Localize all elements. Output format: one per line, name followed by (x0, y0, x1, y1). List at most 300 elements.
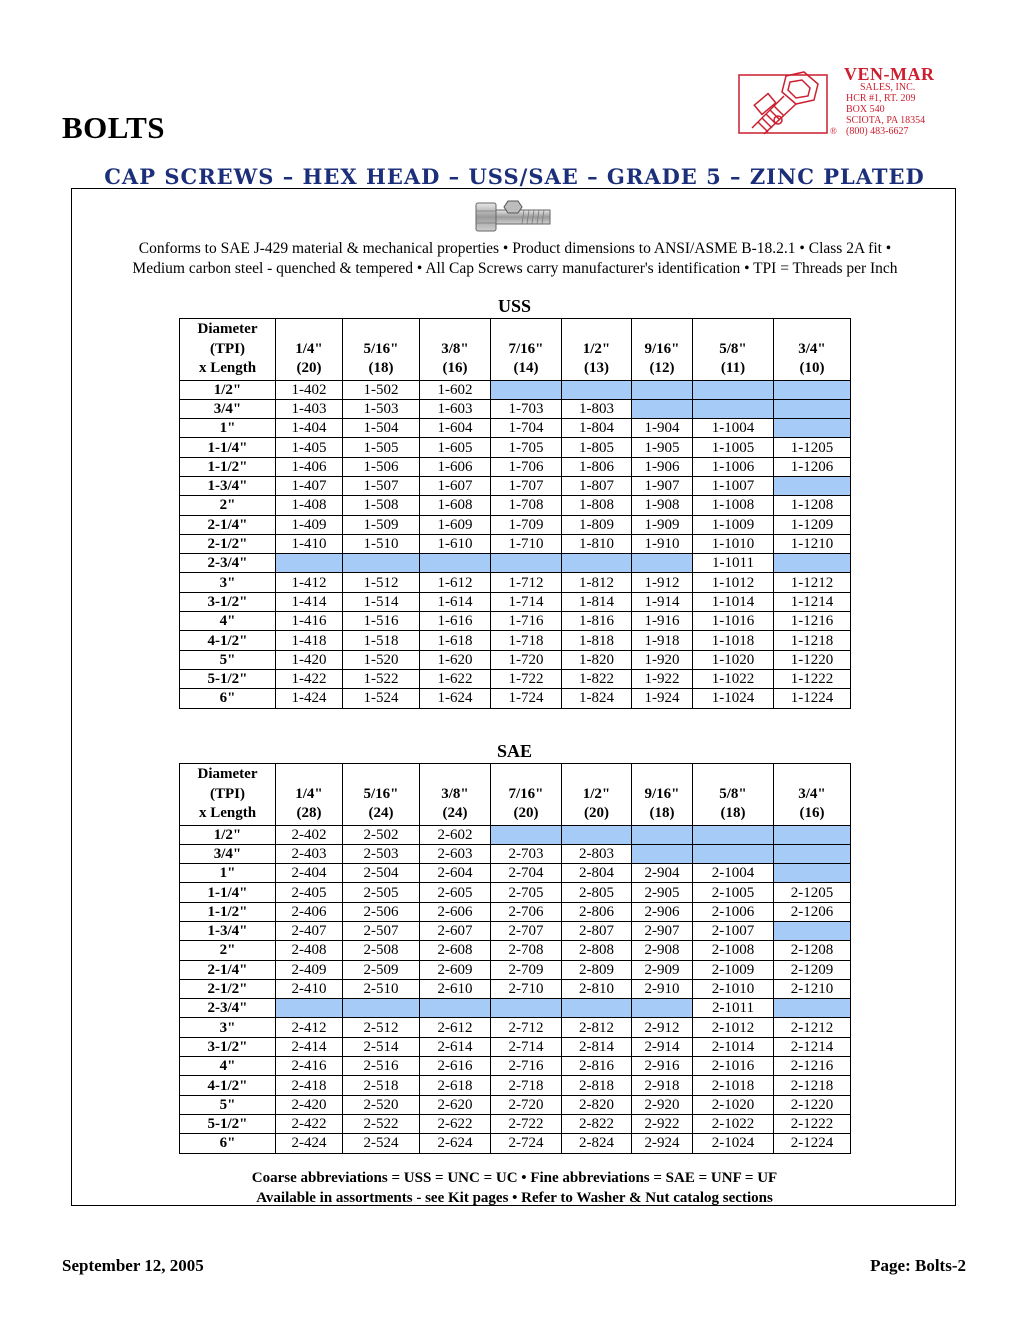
row-length: 4-1/2" (180, 631, 276, 650)
footer-page-number: Page: Bolts-2 (870, 1256, 966, 1275)
part-number-cell: 2-1018 (693, 1076, 774, 1095)
row-length: 1-1/2" (180, 902, 276, 921)
part-number-cell: 1-1016 (693, 612, 774, 631)
part-number-cell: 1-818 (562, 631, 632, 650)
row-length: 1" (180, 864, 276, 883)
part-number-cell: 1-706 (491, 457, 562, 476)
part-number-cell: 1-806 (562, 457, 632, 476)
unavailable-cell (562, 380, 632, 399)
part-number-cell: 2-1220 (774, 1095, 851, 1114)
part-number-cell: 2-714 (491, 1037, 562, 1056)
part-number-cell: 1-812 (562, 573, 632, 592)
row-length: 2-1/4" (180, 960, 276, 979)
part-number-cell: 2-1004 (693, 864, 774, 883)
part-number-cell: 2-1006 (693, 902, 774, 921)
part-number-cell: 2-407 (276, 921, 343, 940)
part-number-cell: 1-1008 (693, 496, 774, 515)
part-number-cell: 1-809 (562, 515, 632, 534)
part-number-cell: 1-1024 (693, 689, 774, 708)
part-number-cell: 2-1007 (693, 921, 774, 940)
corner-header-line: Diameter (197, 321, 258, 337)
column-diameter: 1/2" (582, 340, 611, 357)
header-spacer (774, 765, 850, 785)
part-number-cell: 1-1216 (774, 612, 851, 631)
part-number-cell: 1-505 (343, 438, 420, 457)
uss-table (179, 318, 851, 709)
part-number-cell: 2-608 (420, 941, 491, 960)
unavailable-cell (774, 380, 851, 399)
table-row (180, 902, 851, 921)
part-number-cell: 2-922 (632, 1114, 693, 1133)
part-number-cell: 1-409 (276, 515, 343, 534)
part-number-cell: 2-912 (632, 1018, 693, 1037)
unavailable-cell (632, 844, 693, 863)
part-number-cell: 2-708 (491, 941, 562, 960)
column-tpi: (18) (720, 805, 746, 821)
part-number-cell: 2-712 (491, 1018, 562, 1037)
column-tpi: (12) (649, 360, 675, 376)
column-header (343, 319, 420, 381)
part-number-cell: 1-402 (276, 380, 343, 399)
unavailable-cell (774, 999, 851, 1018)
part-number-cell: 2-807 (562, 921, 632, 940)
column-header (276, 319, 343, 381)
part-number-cell: 1-1210 (774, 534, 851, 553)
part-number-cell: 1-406 (276, 457, 343, 476)
part-number-cell: 2-1208 (774, 941, 851, 960)
table-row (180, 1018, 851, 1037)
column-tpi: (20) (513, 805, 539, 821)
part-number-cell: 1-1214 (774, 592, 851, 611)
table-row (180, 1057, 851, 1076)
column-diameter: 9/16" (644, 785, 680, 802)
part-number-cell: 2-1020 (693, 1095, 774, 1114)
header-row (180, 319, 851, 381)
table-row (180, 999, 851, 1018)
part-number-cell: 1-907 (632, 476, 693, 495)
part-number-cell: 2-412 (276, 1018, 343, 1037)
part-number-cell: 1-1007 (693, 476, 774, 495)
part-number-cell: 1-924 (632, 689, 693, 708)
row-length: 1-3/4" (180, 921, 276, 940)
row-length: 2" (180, 496, 276, 515)
header-spacer (276, 320, 342, 340)
header-spacer (491, 320, 561, 340)
part-number-cell: 2-520 (343, 1095, 420, 1114)
unavailable-cell (693, 844, 774, 863)
column-tpi: (18) (649, 805, 675, 821)
unavailable-cell (693, 380, 774, 399)
header-spacer (491, 765, 561, 785)
part-number-cell: 2-524 (343, 1134, 420, 1153)
unavailable-cell (343, 554, 420, 573)
part-number-cell: 1-412 (276, 573, 343, 592)
column-diameter: 5/16" (363, 785, 399, 802)
table-row (180, 612, 851, 631)
table-row (180, 689, 851, 708)
column-header (693, 319, 774, 381)
header-row (180, 764, 851, 826)
part-number-cell: 1-407 (276, 476, 343, 495)
part-number-cell: 1-722 (491, 669, 562, 688)
part-number-cell: 2-914 (632, 1037, 693, 1056)
table-row (180, 476, 851, 495)
column-header (276, 764, 343, 826)
part-number-cell: 1-1218 (774, 631, 851, 650)
part-number-cell: 1-1014 (693, 592, 774, 611)
table-row (180, 979, 851, 998)
row-length: 1" (180, 419, 276, 438)
column-diameter: 7/16" (508, 340, 544, 357)
unavailable-cell (774, 864, 851, 883)
part-number-cell: 1-504 (343, 419, 420, 438)
part-number-cell: 1-603 (420, 399, 491, 418)
part-number-cell: 1-703 (491, 399, 562, 418)
logo-line: SALES, INC. (860, 82, 916, 93)
column-tpi: (20) (296, 360, 322, 376)
part-number-cell: 2-720 (491, 1095, 562, 1114)
header-spacer (632, 320, 692, 340)
row-length: 2" (180, 941, 276, 960)
part-number-cell: 2-404 (276, 864, 343, 883)
part-number-cell: 1-920 (632, 650, 693, 669)
footnote-assortments: Available in assortments - see Kit pages • Refer to Washer & Nut catalog sections (256, 1190, 773, 1206)
part-number-cell: 2-805 (562, 883, 632, 902)
section-banner: CAP SCREWS – HEX HEAD – USS/SAE – GRADE 5 – ZINC PLATED (104, 164, 925, 189)
column-tpi: (14) (513, 360, 539, 376)
part-number-cell: 2-424 (276, 1134, 343, 1153)
part-number-cell: 2-403 (276, 844, 343, 863)
part-number-cell: 1-908 (632, 496, 693, 515)
row-length: 1/2" (180, 825, 276, 844)
part-number-cell: 2-510 (343, 979, 420, 998)
part-number-cell: 1-524 (343, 689, 420, 708)
part-number-cell: 1-604 (420, 419, 491, 438)
table-row (180, 1037, 851, 1056)
part-number-cell: 1-605 (420, 438, 491, 457)
part-number-cell: 1-418 (276, 631, 343, 650)
part-number-cell: 2-507 (343, 921, 420, 940)
row-length: 3/4" (180, 844, 276, 863)
part-number-cell: 2-804 (562, 864, 632, 883)
table-row (180, 1095, 851, 1114)
part-number-cell: 2-604 (420, 864, 491, 883)
corner-header (180, 319, 276, 381)
part-number-cell: 2-908 (632, 941, 693, 960)
table-row (180, 496, 851, 515)
unavailable-cell (632, 825, 693, 844)
column-diameter: 7/16" (508, 785, 544, 802)
unavailable-cell (632, 554, 693, 573)
part-number-cell: 1-724 (491, 689, 562, 708)
part-number-cell: 1-716 (491, 612, 562, 631)
part-number-cell: 2-518 (343, 1076, 420, 1095)
logo-name: VEN-MAR (844, 64, 935, 84)
part-number-cell: 2-905 (632, 883, 693, 902)
part-number-cell: 1-602 (420, 380, 491, 399)
part-number-cell: 2-603 (420, 844, 491, 863)
intro-text (80, 239, 950, 279)
part-number-cell: 2-810 (562, 979, 632, 998)
part-number-cell: 2-624 (420, 1134, 491, 1153)
header-spacer (693, 320, 773, 340)
row-length: 2-3/4" (180, 999, 276, 1018)
part-number-cell: 2-605 (420, 883, 491, 902)
unavailable-cell (693, 399, 774, 418)
logo-line: HCR #1, RT. 209 (846, 93, 916, 104)
part-number-cell: 1-906 (632, 457, 693, 476)
table-row (180, 631, 851, 650)
part-number-cell: 2-924 (632, 1134, 693, 1153)
part-number-cell: 1-909 (632, 515, 693, 534)
part-number-cell: 2-822 (562, 1114, 632, 1133)
corner-header (180, 764, 276, 826)
part-number-cell: 2-1022 (693, 1114, 774, 1133)
column-tpi: (16) (799, 805, 825, 821)
part-number-cell: 1-1018 (693, 631, 774, 650)
part-number-cell: 1-808 (562, 496, 632, 515)
part-number-cell: 2-812 (562, 1018, 632, 1037)
row-length: 1-1/4" (180, 438, 276, 457)
unavailable-cell (276, 554, 343, 573)
corner-header-line: (TPI) (210, 785, 245, 802)
part-number-cell: 2-820 (562, 1095, 632, 1114)
part-number-cell: 2-405 (276, 883, 343, 902)
row-length: 3-1/2" (180, 592, 276, 611)
part-number-cell: 2-1210 (774, 979, 851, 998)
column-diameter: 1/2" (582, 785, 611, 802)
part-number-cell: 1-607 (420, 476, 491, 495)
table-row (180, 573, 851, 592)
column-diameter: 1/4" (295, 785, 323, 802)
unavailable-cell (632, 999, 693, 1018)
unavailable-cell (774, 419, 851, 438)
part-number-cell: 2-618 (420, 1076, 491, 1095)
part-number-cell: 2-1218 (774, 1076, 851, 1095)
part-number-cell: 2-907 (632, 921, 693, 940)
part-number-cell: 1-922 (632, 669, 693, 688)
unavailable-cell (632, 399, 693, 418)
part-number-cell: 1-614 (420, 592, 491, 611)
part-number-cell: 2-1024 (693, 1134, 774, 1153)
header-spacer (420, 320, 490, 340)
header-spacer (276, 765, 342, 785)
part-number-cell: 1-404 (276, 419, 343, 438)
table-row (180, 650, 851, 669)
unavailable-cell (774, 554, 851, 573)
table-row (180, 941, 851, 960)
bolt-logo-icon (738, 70, 843, 136)
row-length: 3" (180, 1018, 276, 1037)
part-number-cell: 2-418 (276, 1076, 343, 1095)
column-header (632, 319, 693, 381)
header-spacer (562, 765, 631, 785)
column-header (420, 764, 491, 826)
part-number-cell: 1-912 (632, 573, 693, 592)
part-number-cell: 2-620 (420, 1095, 491, 1114)
column-header (562, 319, 632, 381)
row-length: 1-1/2" (180, 457, 276, 476)
row-length: 2-3/4" (180, 554, 276, 573)
part-number-cell: 1-624 (420, 689, 491, 708)
part-number-cell: 2-716 (491, 1057, 562, 1076)
part-number-cell: 2-1222 (774, 1114, 851, 1133)
table-row (180, 380, 851, 399)
row-length: 4" (180, 1057, 276, 1076)
part-number-cell: 2-920 (632, 1095, 693, 1114)
part-number-cell: 1-914 (632, 592, 693, 611)
part-number-cell: 2-707 (491, 921, 562, 940)
part-number-cell: 2-610 (420, 979, 491, 998)
column-header (632, 764, 693, 826)
column-header (774, 764, 851, 826)
part-number-cell: 2-516 (343, 1057, 420, 1076)
part-number-cell: 2-706 (491, 902, 562, 921)
column-tpi: (24) (442, 805, 468, 821)
intro-line: Conforms to SAE J-429 material & mechanical properties • Product dimensions to ANSI/ASME B-18.2.1 • Class 2A fit • (138, 240, 892, 257)
part-number-cell: 2-612 (420, 1018, 491, 1037)
table-row (180, 669, 851, 688)
part-number-cell: 1-502 (343, 380, 420, 399)
part-number-cell: 1-1020 (693, 650, 774, 669)
part-number-cell: 2-420 (276, 1095, 343, 1114)
part-number-cell: 1-1205 (774, 438, 851, 457)
part-number-cell: 2-422 (276, 1114, 343, 1133)
column-header (693, 764, 774, 826)
column-header (491, 319, 562, 381)
part-number-cell: 2-705 (491, 883, 562, 902)
column-tpi: (16) (442, 360, 468, 376)
unavailable-cell (774, 476, 851, 495)
sae-title: SAE (496, 741, 532, 761)
table-row (180, 515, 851, 534)
part-number-cell: 2-614 (420, 1037, 491, 1056)
column-header (420, 319, 491, 381)
part-number-cell: 2-609 (420, 960, 491, 979)
column-diameter: 3/4" (798, 785, 826, 802)
part-number-cell: 2-704 (491, 864, 562, 883)
part-number-cell: 2-814 (562, 1037, 632, 1056)
row-length: 3/4" (180, 399, 276, 418)
part-number-cell: 2-410 (276, 979, 343, 998)
unavailable-cell (774, 921, 851, 940)
part-number-cell: 1-618 (420, 631, 491, 650)
part-number-cell: 1-714 (491, 592, 562, 611)
part-number-cell: 1-414 (276, 592, 343, 611)
part-number-cell: 2-910 (632, 979, 693, 998)
part-number-cell: 2-402 (276, 825, 343, 844)
part-number-cell: 1-403 (276, 399, 343, 418)
uss-title: USS (497, 296, 532, 316)
part-number-cell: 1-420 (276, 650, 343, 669)
part-number-cell: 1-514 (343, 592, 420, 611)
unavailable-cell (774, 399, 851, 418)
part-number-cell: 1-1011 (693, 554, 774, 573)
hex-bolt-icon (474, 199, 554, 235)
table-row (180, 399, 851, 418)
part-number-cell: 1-612 (420, 573, 491, 592)
unavailable-cell (491, 825, 562, 844)
part-number-cell: 1-816 (562, 612, 632, 631)
part-number-cell: 2-503 (343, 844, 420, 863)
part-number-cell: 2-1012 (693, 1018, 774, 1037)
part-number-cell: 2-703 (491, 844, 562, 863)
part-number-cell: 1-1220 (774, 650, 851, 669)
table-row (180, 457, 851, 476)
part-number-cell: 1-803 (562, 399, 632, 418)
part-number-cell: 1-410 (276, 534, 343, 553)
row-length: 5-1/2" (180, 669, 276, 688)
part-number-cell: 1-705 (491, 438, 562, 457)
part-number-cell: 1-708 (491, 496, 562, 515)
table-row (180, 844, 851, 863)
part-number-cell: 2-818 (562, 1076, 632, 1095)
part-number-cell: 1-805 (562, 438, 632, 457)
column-diameter: 5/16" (363, 340, 399, 357)
part-number-cell: 1-610 (420, 534, 491, 553)
column-tpi: (24) (368, 805, 394, 821)
part-number-cell: 2-918 (632, 1076, 693, 1095)
part-number-cell: 2-718 (491, 1076, 562, 1095)
part-number-cell: 2-602 (420, 825, 491, 844)
part-number-cell: 1-704 (491, 419, 562, 438)
part-number-cell: 1-718 (491, 631, 562, 650)
unavailable-cell (491, 999, 562, 1018)
header-spacer (693, 765, 773, 785)
part-number-cell: 1-1009 (693, 515, 774, 534)
column-tpi: (11) (720, 360, 746, 376)
part-number-cell: 1-1224 (774, 689, 851, 708)
part-number-cell: 1-810 (562, 534, 632, 553)
part-number-cell: 2-512 (343, 1018, 420, 1037)
part-number-cell: 2-1212 (774, 1018, 851, 1037)
part-number-cell: 1-416 (276, 612, 343, 631)
table-row (180, 1114, 851, 1133)
part-number-cell: 2-1011 (693, 999, 774, 1018)
part-number-cell: 1-510 (343, 534, 420, 553)
row-length: 2-1/4" (180, 515, 276, 534)
part-number-cell: 1-620 (420, 650, 491, 669)
part-number-cell: 1-1022 (693, 669, 774, 688)
unavailable-cell (491, 380, 562, 399)
table-row (180, 960, 851, 979)
part-number-cell: 1-507 (343, 476, 420, 495)
part-number-cell: 2-1205 (774, 883, 851, 902)
part-number-cell: 1-918 (632, 631, 693, 650)
column-header (343, 764, 420, 826)
part-number-cell: 1-822 (562, 669, 632, 688)
unavailable-cell (491, 554, 562, 573)
part-number-cell: 2-824 (562, 1134, 632, 1153)
part-number-cell: 1-1012 (693, 573, 774, 592)
part-number-cell: 2-904 (632, 864, 693, 883)
row-length: 4" (180, 612, 276, 631)
part-number-cell: 2-606 (420, 902, 491, 921)
column-header (491, 764, 562, 826)
logo-line: BOX 540 (846, 104, 885, 115)
unavailable-cell (774, 844, 851, 863)
part-number-cell: 1-1004 (693, 419, 774, 438)
row-length: 4-1/2" (180, 1076, 276, 1095)
row-length: 3-1/2" (180, 1037, 276, 1056)
row-length: 5-1/2" (180, 1114, 276, 1133)
part-number-cell: 2-803 (562, 844, 632, 863)
part-number-cell: 1-720 (491, 650, 562, 669)
part-number-cell: 2-724 (491, 1134, 562, 1153)
row-length: 2-1/2" (180, 534, 276, 553)
part-number-cell: 2-522 (343, 1114, 420, 1133)
part-number-cell: 1-509 (343, 515, 420, 534)
